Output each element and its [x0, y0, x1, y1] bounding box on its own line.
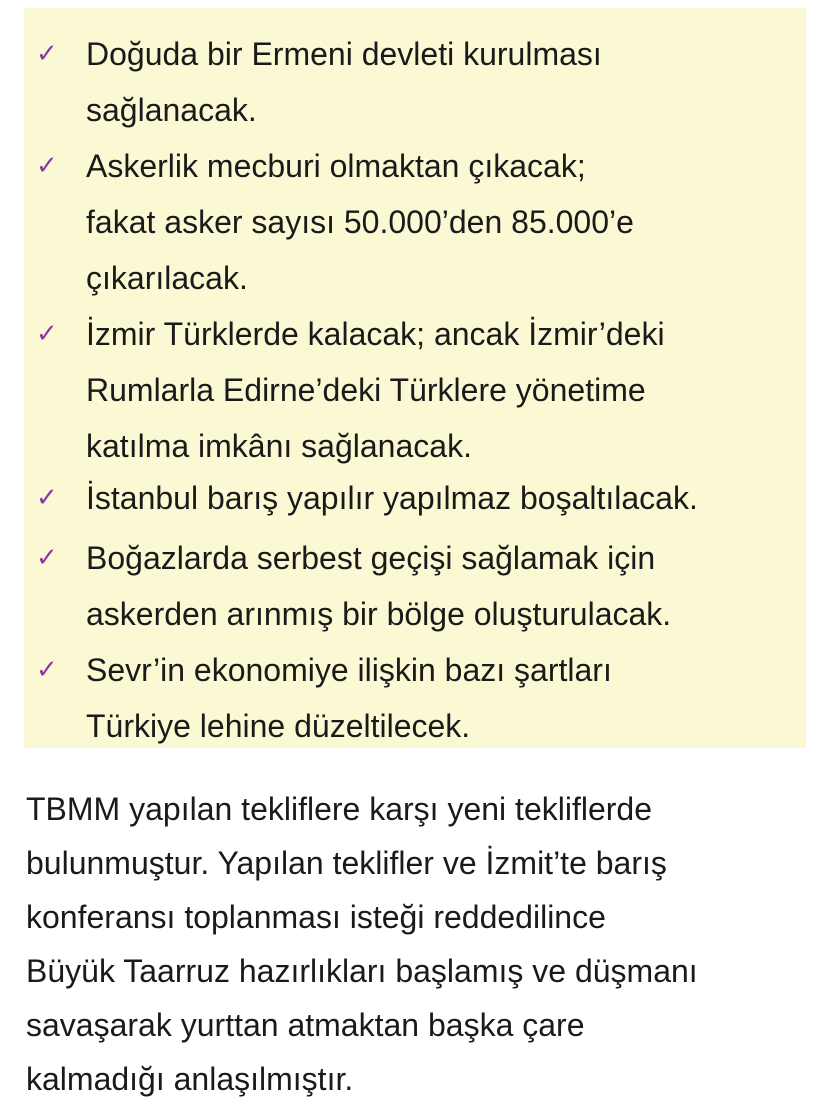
list-item-line: çıkarılacak. — [86, 260, 248, 296]
check-mark-icon: ✓ — [36, 483, 58, 513]
list-item-line: Askerlik mecburi olmaktan çıkacak; — [86, 148, 586, 184]
paragraph-line: TBMM yapılan tekliflere karşı yeni tekliflerde — [26, 791, 652, 827]
list-item-line: Sevr’in ekonomiye ilişkin bazı şartları — [86, 652, 612, 688]
list-item-line: askerden arınmış bir bölge oluşturulacak. — [86, 596, 672, 632]
list-item-line: İstanbul barış yapılır yapılmaz boşaltılacak. — [86, 480, 698, 516]
list-item-line: sağlanacak. — [86, 92, 257, 128]
paragraph-line: konferansı toplanması isteği reddedilince — [26, 899, 606, 935]
check-mark-icon: ✓ — [36, 319, 58, 349]
highlight-box — [24, 8, 806, 748]
list-item-line: İzmir Türklerde kalacak; ancak İzmir’deki — [86, 316, 665, 352]
list-item-line: Rumlarla Edirne’deki Türklere yönetime — [86, 372, 646, 408]
list-item-line: Boğazlarda serbest geçişi sağlamak için — [86, 540, 656, 576]
paragraph-line: Büyük Taarruz hazırlıkları başlamış ve düşmanı — [26, 953, 698, 989]
paragraph-line: savaşarak yurttan atmaktan başka çare — [26, 1007, 585, 1043]
check-mark-icon: ✓ — [36, 151, 58, 181]
list-item-line: Türkiye lehine düzeltilecek. — [86, 708, 471, 744]
check-mark-icon: ✓ — [36, 655, 58, 685]
list-item-line: Doğuda bir Ermeni devleti kurulması — [86, 36, 602, 72]
paragraph-line: kalmadığı anlaşılmıştır. — [26, 1061, 354, 1097]
paragraph-line: bulunmuştur. Yapılan teklifler ve İzmit’te barış — [26, 845, 667, 881]
list-item-line: katılma imkânı sağlanacak. — [86, 428, 472, 464]
check-mark-icon: ✓ — [36, 543, 58, 573]
list-item-line: fakat asker sayısı 50.000’den 85.000’e — [86, 204, 634, 240]
check-mark-icon: ✓ — [36, 39, 58, 69]
